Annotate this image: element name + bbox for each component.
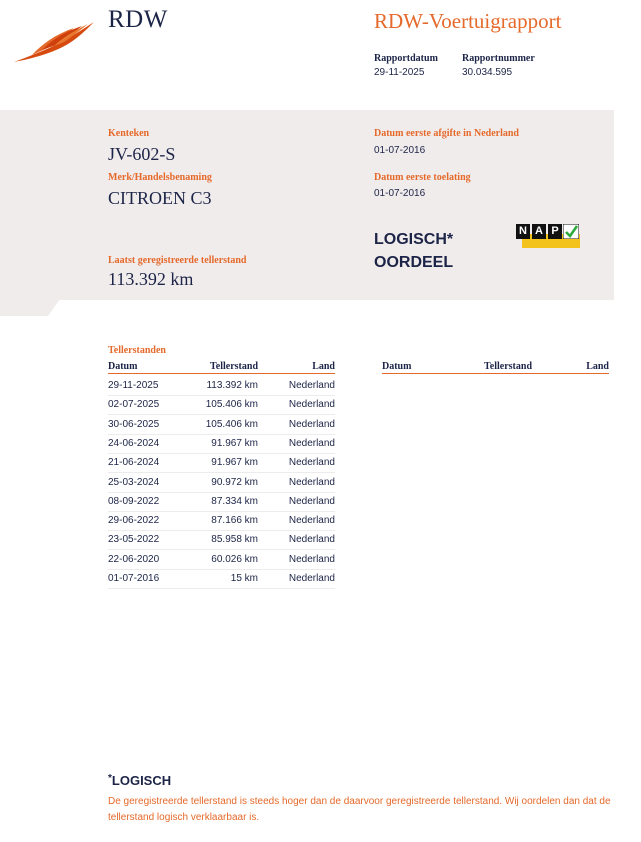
col-header-odometer-2: Tellerstand <box>484 361 532 372</box>
table-row <box>108 550 335 570</box>
nap-letter-a: A <box>532 224 546 239</box>
plate-label: Kenteken <box>108 128 150 139</box>
cell-odometer: 105.406 km <box>205 418 258 430</box>
col-header-date-2: Datum <box>382 361 412 372</box>
brand-name: RDW <box>108 6 168 33</box>
report-date-label: Rapportdatum <box>374 53 438 64</box>
table-row <box>108 569 335 589</box>
cell-country: Nederland <box>288 495 335 507</box>
nap-letter-n: N <box>516 224 530 239</box>
make-label: Merk/Handelsbenaming <box>108 172 212 183</box>
rdw-logo <box>12 20 96 66</box>
report-number-label: Rapportnummer <box>462 53 535 64</box>
report-date: 29-11-2025 <box>374 67 425 78</box>
note-text: De geregistreerde tellerstand is steeds hoger dan de daarvoor geregistreerde tellerstand. Wij oordelen dan dat de tellerstand logisch verklaarbaar is. <box>108 796 611 823</box>
col-header-date: Datum <box>108 361 138 372</box>
cell-odometer: 85.958 km <box>211 534 258 546</box>
col-header-country: Land <box>312 361 335 372</box>
cell-date: 22-06-2020 <box>108 553 160 565</box>
cell-date: 24-06-2024 <box>108 437 160 449</box>
readings-section-label: Tellerstanden <box>108 345 166 356</box>
col-header-country-2: Land <box>586 361 609 372</box>
cell-odometer: 87.334 km <box>211 495 258 507</box>
readings-table-header <box>108 361 335 374</box>
cell-country: Nederland <box>288 534 335 546</box>
cell-date: 01-07-2016 <box>108 573 160 584</box>
cell-country: Nederland <box>288 515 335 527</box>
cell-date: 29-11-2025 <box>108 380 159 391</box>
cell-country: Nederland <box>288 418 335 430</box>
cell-date: 02-07-2025 <box>108 399 160 411</box>
cell-odometer: 60.026 km <box>211 553 258 565</box>
cell-odometer: 91.967 km <box>211 457 258 469</box>
cell-country: Nederland <box>288 437 335 449</box>
cell-odometer: 91.967 km <box>211 437 258 449</box>
report-title: RDW-Voertuigrapport <box>374 9 562 33</box>
first-issue-nl-value: 01-07-2016 <box>374 145 426 156</box>
table-row <box>108 453 335 473</box>
checkmark-icon <box>563 224 579 239</box>
first-issue-nl-label: Datum eerste afgifte in Nederland <box>374 128 519 139</box>
cell-country: Nederland <box>288 380 335 391</box>
cell-country: Nederland <box>288 573 335 584</box>
table-row <box>108 492 335 512</box>
report-number: 30.034.595 <box>462 67 513 78</box>
verdict <box>374 228 453 274</box>
odometer-value: 113.392 km <box>108 269 194 289</box>
readings-table-header-2 <box>382 361 609 374</box>
cell-date: 30-06-2025 <box>108 418 160 430</box>
table-row <box>108 376 335 396</box>
first-admission-value: 01-07-2016 <box>374 188 426 199</box>
cell-odometer: 87.166 km <box>211 515 258 527</box>
first-admission-label: Datum eerste toelating <box>374 172 471 183</box>
cell-country: Nederland <box>288 457 335 469</box>
cell-odometer: 90.972 km <box>211 476 258 488</box>
note-asterisk: * <box>108 773 112 784</box>
note-title-text: LOGISCH <box>111 773 172 788</box>
table-row <box>108 434 335 454</box>
table-row <box>108 415 335 435</box>
col-header-odometer: Tellerstand <box>210 361 258 372</box>
cell-date: 25-03-2024 <box>108 476 160 488</box>
table-row <box>108 530 335 550</box>
band-notch <box>0 299 60 316</box>
cell-odometer: 113.392 km <box>206 380 258 391</box>
cell-date: 08-09-2022 <box>108 495 160 507</box>
vehicle-info-band <box>0 110 614 300</box>
cell-odometer: 15 km <box>230 573 258 584</box>
nap-letter-p: P <box>548 224 562 239</box>
note-title <box>108 773 171 788</box>
cell-date: 23-05-2022 <box>108 534 160 546</box>
table-row <box>108 473 335 493</box>
cell-country: Nederland <box>288 399 335 411</box>
cell-date: 21-06-2024 <box>108 457 160 469</box>
cell-odometer: 105.406 km <box>205 399 258 411</box>
table-row <box>108 511 335 531</box>
plate-value: JV-602-S <box>108 144 176 164</box>
table-row <box>108 395 335 415</box>
readings-table-body <box>108 376 335 596</box>
make-value: CITROEN C3 <box>108 188 212 208</box>
cell-country: Nederland <box>288 476 335 488</box>
odometer-label: Laatst geregistreerde tellerstand <box>108 255 247 266</box>
cell-date: 29-06-2022 <box>108 515 160 527</box>
cell-country: Nederland <box>288 553 335 565</box>
nap-logo <box>516 224 580 250</box>
verdict-line-2: OORDEEL <box>374 254 454 271</box>
verdict-line-1: LOGISCH* <box>374 231 454 248</box>
